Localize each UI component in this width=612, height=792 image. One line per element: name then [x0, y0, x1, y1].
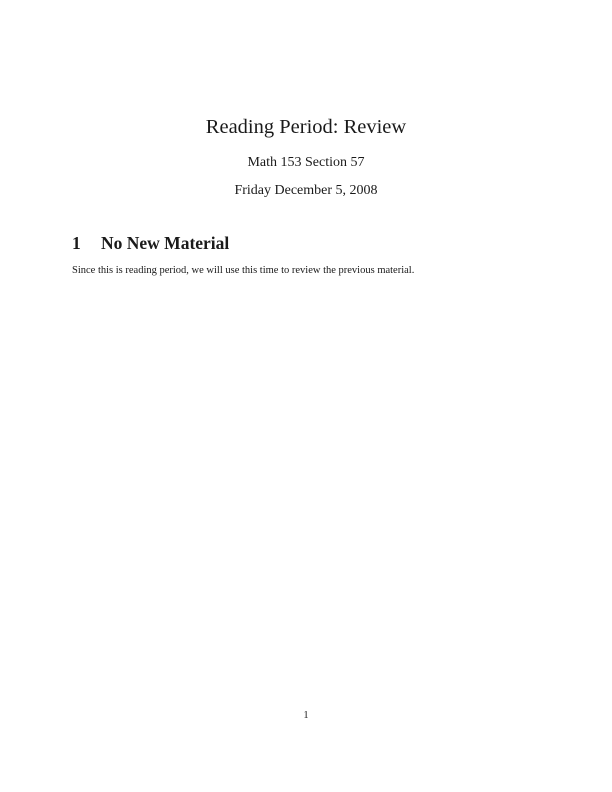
section-heading [72, 232, 229, 254]
document-title: Reading Period: Review [205, 116, 407, 138]
document-author: Math 153 Section 57 [247, 155, 365, 170]
document-date: Friday December 5, 2008 [234, 183, 378, 198]
section-paragraph: Since this is reading period, we will use this time to review the previous material. [72, 265, 415, 276]
section-number: 1 [72, 233, 81, 253]
section-title: No New Material [101, 233, 230, 253]
page-number: 1 [303, 710, 309, 721]
